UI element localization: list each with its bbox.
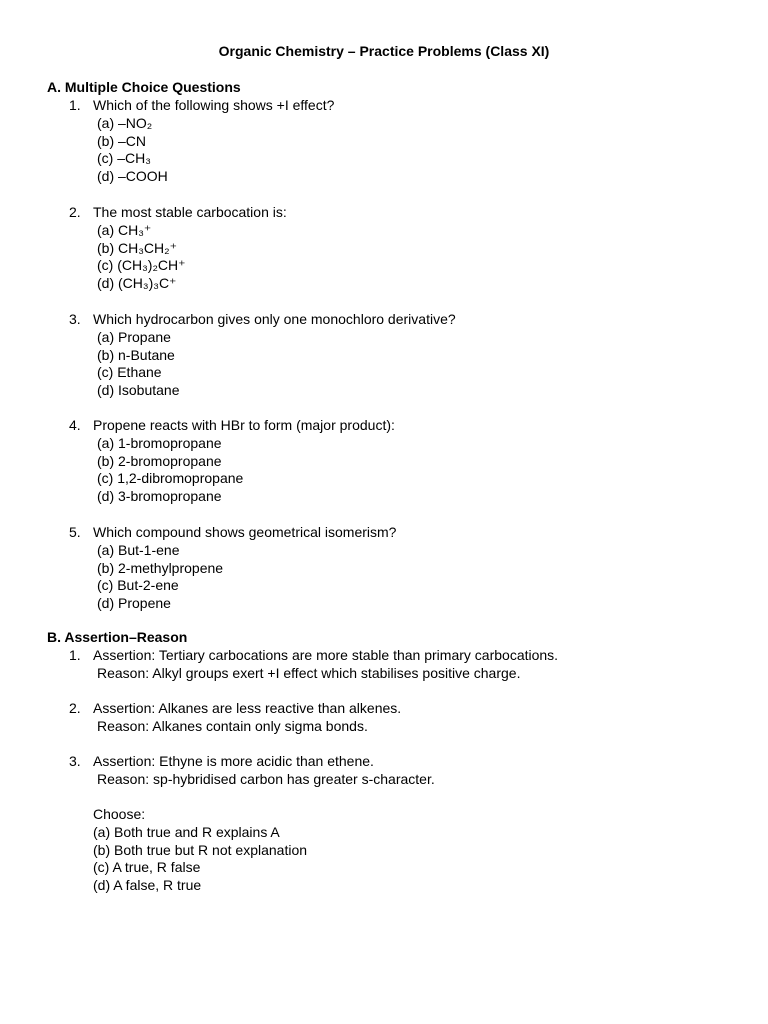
- mcq-question-2: [69, 204, 749, 293]
- option-d: (d) –COOH: [97, 168, 168, 185]
- question-number: 4.: [69, 417, 81, 433]
- choice-c: (c) A true, R false: [93, 859, 201, 876]
- section-a-heading: A. Multiple Choice Questions: [47, 79, 241, 95]
- assertion-text: Assertion: Alkanes are less reactive than alkenes.: [93, 700, 402, 716]
- option-list: [69, 435, 749, 506]
- assertion-reason-2: [69, 700, 749, 736]
- choice-a: (a) Both true and R explains A: [93, 823, 280, 840]
- option-a: (a) CH₃⁺: [97, 221, 152, 238]
- option-a: (a) 1-bromopropane: [97, 434, 222, 451]
- option-list: [69, 542, 749, 613]
- mcq-question-1: [69, 97, 749, 186]
- option-d: (d) Propene: [97, 595, 171, 612]
- item-number: 2.: [69, 700, 81, 716]
- option-c: (c) Ethane: [97, 364, 162, 381]
- assertion-text: Assertion: Ethyne is more acidic than ethene.: [93, 753, 374, 769]
- question-number: 5.: [69, 524, 81, 540]
- question-text: The most stable carbocation is:: [93, 204, 287, 220]
- mcq-question-5: [69, 524, 749, 613]
- option-b: (b) –CN: [97, 132, 147, 149]
- option-c: (c) –CH₃: [97, 150, 151, 167]
- option-a: (a) Propane: [97, 328, 171, 345]
- option-b: (b) 2-bromopropane: [97, 452, 222, 469]
- choice-b: (b) Both true but R not explanation: [93, 841, 308, 858]
- assertion-text: Assertion: Tertiary carbocations are more stable than primary carbocations.: [93, 647, 559, 663]
- reason-text: Reason: Alkyl groups exert +I effect which stabilises positive charge.: [97, 664, 521, 681]
- choice-list: [93, 824, 307, 895]
- assertion-reason-3: [69, 753, 749, 789]
- mcq-question-3: [69, 311, 749, 400]
- item-number: 1.: [69, 647, 81, 663]
- option-d: (d) (CH₃)₃C⁺: [97, 275, 177, 292]
- option-b: (b) n-Butane: [97, 346, 175, 363]
- choice-d: (d) A false, R true: [93, 877, 202, 894]
- reason-text: Reason: sp-hybridised carbon has greater s-character.: [97, 770, 435, 787]
- choose-block: [93, 806, 307, 895]
- option-a: (a) –NO₂: [97, 114, 153, 131]
- section-b-heading: B. Assertion–Reason: [47, 629, 188, 645]
- option-c: (c) But-2-ene: [97, 577, 179, 594]
- option-list: [69, 222, 749, 293]
- page-title: Organic Chemistry – Practice Problems (Class XI): [218, 43, 550, 59]
- option-c: (c) (CH₃)₂CH⁺: [97, 257, 186, 274]
- question-text: Which hydrocarbon gives only one monochloro derivative?: [93, 311, 456, 327]
- option-b: (b) CH₃CH₂⁺: [97, 239, 177, 256]
- assertion-reason-1: [69, 647, 749, 683]
- item-number: 3.: [69, 753, 81, 769]
- question-text: Which of the following shows +I effect?: [93, 97, 335, 113]
- option-c: (c) 1,2-dibromopropane: [97, 470, 244, 487]
- question-number: 2.: [69, 204, 81, 220]
- question-number: 1.: [69, 97, 81, 113]
- option-list: [69, 329, 749, 400]
- option-d: (d) Isobutane: [97, 382, 180, 399]
- mcq-question-4: [69, 417, 749, 506]
- option-a: (a) But-1-ene: [97, 541, 180, 558]
- option-d: (d) 3-bromopropane: [97, 488, 222, 505]
- question-number: 3.: [69, 311, 81, 327]
- option-b: (b) 2-methylpropene: [97, 559, 224, 576]
- choose-label: Choose:: [93, 806, 146, 822]
- option-list: [69, 115, 749, 186]
- reason-text: Reason: Alkanes contain only sigma bonds.: [97, 717, 368, 734]
- question-text: Which compound shows geometrical isomerism?: [93, 524, 397, 540]
- question-text: Propene reacts with HBr to form (major product):: [93, 417, 395, 433]
